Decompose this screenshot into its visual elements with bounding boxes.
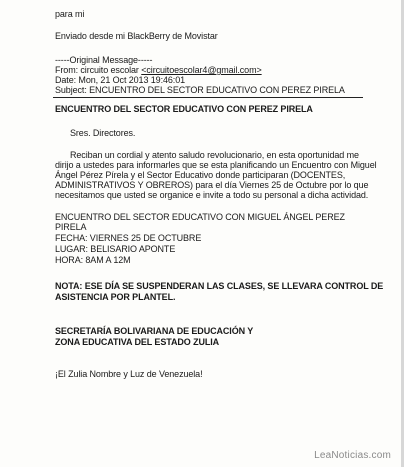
subject-line	[55, 85, 345, 95]
subject-value: ENCUENTRO DEL SECTOR EDUCATIVO CON PEREZ PIRELA	[89, 85, 345, 95]
from-label: From:	[55, 65, 78, 75]
subject-label: Subject:	[55, 85, 87, 95]
date-line	[55, 75, 185, 85]
subject-divider	[53, 97, 363, 98]
note-line: ASISTENCIA POR PLANTEL.	[55, 292, 176, 302]
paragraph-line: Reciban un cordial y atento saludo revolucionario, en esta oportunidad me	[70, 150, 359, 160]
note-line: NOTA: ESE DÍA SE SUSPENDERAN LAS CLASES, SE LLEVARA CONTROL DE	[55, 281, 384, 291]
event-place: LUGAR: BELISARIO APONTE	[55, 244, 176, 254]
date-value: Mon, 21 Oct 2013 19:46:01	[78, 75, 185, 85]
event-time: HORA: 8AM A 12M	[55, 255, 131, 265]
event-title-line: PIRELA	[55, 222, 87, 232]
paragraph-line: ADMINISTRATIVOS Y OBREROS) para el día Viernes 25 de Octubre por lo que	[55, 180, 369, 190]
event-title-line: ENCUENTRO DEL SECTOR EDUCATIVO CON MIGUEL ÁNGEL PEREZ	[55, 212, 345, 222]
watermark: LeaNoticias.com	[314, 450, 391, 461]
forward-note: para mi	[55, 9, 85, 19]
paragraph-line: necesitamos que usted se organice e invite a todo su personal a dicha actividad.	[55, 190, 369, 200]
event-date: FECHA: VIERNES 25 DE OCTUBRE	[55, 233, 202, 243]
signature-line: SECRETARÍA BOLIVARIANA DE EDUCACIÓN Y	[55, 326, 254, 336]
from-line	[55, 65, 262, 75]
closing-slogan: ¡El Zulia Nombre y Luz de Venezuela!	[55, 369, 203, 379]
blackberry-signature: Enviado desde mi BlackBerry de Movistar	[55, 31, 218, 41]
date-label: Date:	[55, 75, 77, 85]
from-name: circuito escolar	[80, 65, 139, 75]
from-email-link[interactable]: <circuitoescolar4@gmail.com>	[141, 65, 262, 75]
body-title: ENCUENTRO DEL SECTOR EDUCATIVO CON PEREZ PIRELA	[55, 104, 313, 114]
greeting: Sres. Directores.	[70, 128, 136, 138]
signature-line: ZONA EDUCATIVA DEL ESTADO ZULIA	[55, 337, 220, 347]
paragraph-line: Ángel Pérez Pírela y el Sector Educativo donde participaran (DOCENTES,	[55, 170, 346, 180]
original-message-label: -----Original Message-----	[55, 55, 153, 65]
paragraph-line: dirijo a ustedes para informarles que se esta planificando un Encuentro con Miguel	[55, 160, 377, 170]
